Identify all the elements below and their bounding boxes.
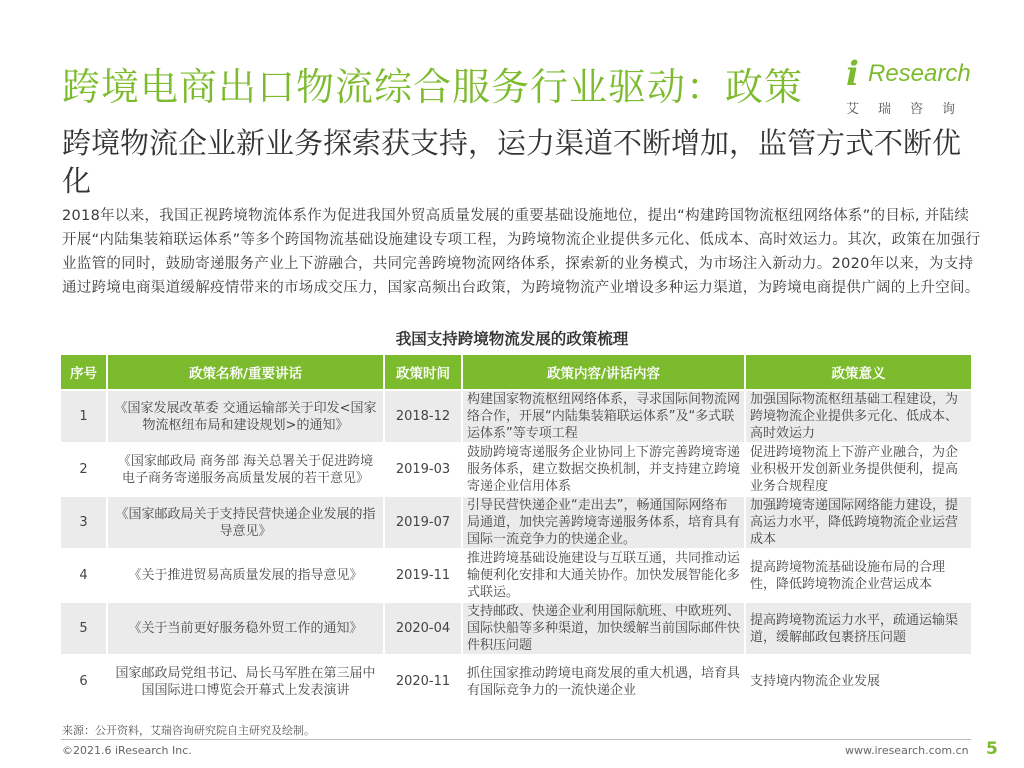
table-row	[61, 549, 971, 602]
table-row	[61, 443, 971, 496]
header-policy-meaning: 政策意义	[745, 355, 971, 390]
row-policy-content: 引导民营快递企业“走出去”，畅通国际网络布局通道，加快完善跨境寄递服务体系，培育具有国际一流竞争力的快递企业。	[462, 496, 745, 549]
row-policy-name: 《国家邮政局关于支持民营快递企业发展的指导意见》	[107, 496, 384, 549]
row-policy-name: 《关于当前更好服务稳外贸工作的通知》	[107, 602, 384, 655]
row-policy-meaning: 提高跨境物流运力水平，疏通运输渠道，缓解邮政包裹挤压问题	[745, 602, 971, 655]
row-policy-date: 2020-11	[384, 655, 462, 707]
header-policy-content: 政策内容/讲话内容	[462, 355, 745, 390]
copyright: ©2021.6 iResearch Inc.	[62, 744, 192, 757]
row-policy-date: 2019-11	[384, 549, 462, 602]
table-row	[61, 655, 971, 707]
row-policy-date: 2019-07	[384, 496, 462, 549]
logo-chinese: 艾瑞咨询	[846, 102, 975, 117]
row-policy-meaning: 加强国际物流枢纽基础工程建设，为跨境物流企业提供多元化、低成本、高时效运力	[745, 390, 971, 443]
website-link[interactable]: www.iresearch.com.cn	[845, 744, 969, 757]
row-policy-name: 《关于推进贸易高质量发展的指导意见》	[107, 549, 384, 602]
iresearch-logo	[838, 54, 975, 117]
logo-i-glyph: i	[846, 54, 859, 94]
row-index: 3	[61, 496, 107, 549]
row-policy-content: 推进跨境基础设施建设与互联互通，共同推动运输便利化安排和大通关协作。加快发展智能化多式联运。	[462, 549, 745, 602]
table-header-row	[61, 355, 971, 390]
header-policy-name: 政策名称/重要讲话	[107, 355, 384, 390]
row-policy-meaning: 提高跨境物流基础设施布局的合理性，降低跨境物流企业营运成本	[745, 549, 971, 602]
row-policy-content: 构建国家物流枢纽网络体系，寻求国际间物流网络合作，开展“内陆集装箱联运体系”及“多式联运体系”等专项工程	[462, 390, 745, 443]
row-policy-content: 支持邮政、快递企业利用国际航班、中欧班列、国际快船等多种渠道，加快缓解当前国际邮件快件积压问题	[462, 602, 745, 655]
row-policy-name: 《国家发展改革委 交通运输部关于印发<国家物流枢纽布局和建设规划>的通知》	[107, 390, 384, 443]
row-policy-content: 鼓励跨境寄递服务企业协同上下游完善跨境寄递服务体系，建立数据交换机制，并支持建立跨境寄递企业信用体系	[462, 443, 745, 496]
row-index: 1	[61, 390, 107, 443]
header-index: 序号	[61, 355, 107, 390]
header-policy-date: 政策时间	[384, 355, 462, 390]
row-index: 6	[61, 655, 107, 707]
table-row	[61, 390, 971, 443]
page-title: 跨境电商出口物流综合服务行业驱动：政策	[62, 65, 804, 109]
row-policy-content: 抓住国家推动跨境电商发展的重大机遇，培育具有国际竞争力的一流快递企业	[462, 655, 745, 707]
row-policy-meaning: 加强跨境寄递国际网络能力建设，提高运力水平，降低跨境物流企业运营成本	[745, 496, 971, 549]
policy-table	[61, 355, 971, 707]
row-policy-date: 2018-12	[384, 390, 462, 443]
page-number: 5	[986, 739, 998, 759]
row-policy-name: 国家邮政局党组书记、局长马军胜在第三届中国国际进口博览会开幕式上发表演讲	[107, 655, 384, 707]
table-row	[61, 602, 971, 655]
row-index: 4	[61, 549, 107, 602]
row-policy-date: 2019-03	[384, 443, 462, 496]
page-subtitle: 跨境物流企业新业务探索获支持，运力渠道不断增加，监管方式不断优化	[62, 126, 962, 198]
intro-paragraph: 2018年以来，我国正视跨境物流体系作为促进我国外贸高质量发展的重要基础设施地位，提出“构建跨国物流枢纽网络体系”的目标, 并陆续开展“内陆集装箱联运体系”等多个跨国物流基础设施建设专项工程，为跨境物流企业提供多元化、低成本、高时效运力。其次，政策在加强行业监管的同时，鼓励寄递服务产业上下游融合，共同完善跨境物流网络体系，探索新的业务模式，为市场注入新动力。2020年以来，为支持通过跨境电商渠道缓解疫情带来的市场成交压力，国家高频出台政策，为跨境物流产业增设多种运力渠道，为跨境电商提供广阔的上升空间。	[62, 208, 981, 296]
source-note: 来源：公开资料，艾瑞咨询研究院自主研究及绘制。	[62, 724, 315, 737]
row-policy-meaning: 支持境内物流企业发展	[745, 655, 971, 707]
footer-divider	[61, 739, 971, 740]
logo-wordmark: Research	[868, 60, 971, 87]
table-row	[61, 496, 971, 549]
row-policy-meaning: 促进跨境物流上下游产业融合，为企业积极开发创新业务提供便利，提高业务合规程度	[745, 443, 971, 496]
table-title: 我国支持跨境物流发展的政策梳理	[395, 330, 629, 348]
row-index: 2	[61, 443, 107, 496]
row-index: 5	[61, 602, 107, 655]
row-policy-name: 《国家邮政局 商务部 海关总署关于促进跨境电子商务寄递服务高质量发展的若干意见》	[107, 443, 384, 496]
row-policy-date: 2020-04	[384, 602, 462, 655]
